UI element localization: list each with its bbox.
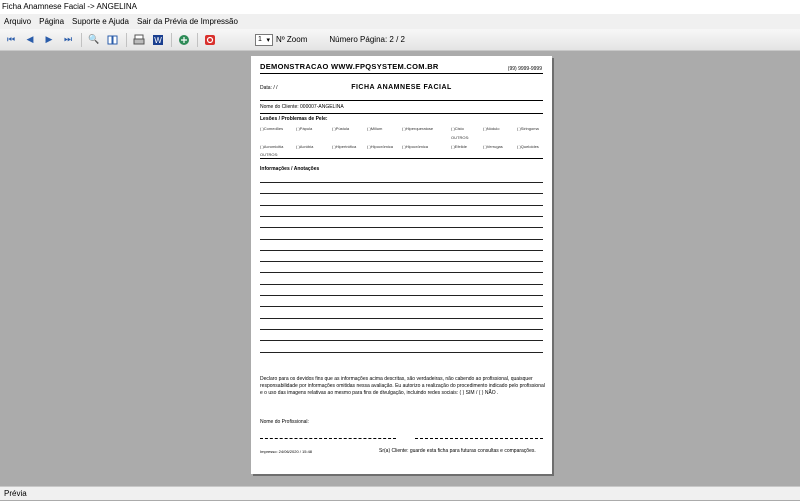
option-item: ( )Hiperqueratose <box>402 126 434 131</box>
footer-note: Sr(a) Cliente: guarde esta ficha para futuras consultas e comparações. <box>379 448 536 454</box>
menu-suporte[interactable]: Suporte e Ajuda <box>72 17 129 26</box>
toolbar-separator <box>197 33 198 47</box>
option-item: ( )Verrugas <box>483 144 503 149</box>
option-item: ( )Siringoma <box>517 126 539 131</box>
page-number-label: Número Página: 2 / 2 <box>329 35 405 44</box>
note-line <box>260 295 543 296</box>
divider <box>260 113 543 114</box>
option-item: ( )Pápula <box>296 126 313 131</box>
book-icon[interactable] <box>106 33 120 47</box>
note-line <box>260 306 543 307</box>
menu-sair-previa[interactable]: Sair da Prévia de Impressão <box>136 17 238 26</box>
divider <box>260 158 543 159</box>
report-page <box>251 56 552 474</box>
info-title: Informações / Anotações <box>260 166 320 172</box>
next-page-icon[interactable]: ▶ <box>45 34 53 44</box>
note-line <box>260 272 543 273</box>
option-item: ( )Hipocrômica <box>367 144 394 149</box>
status-bar: Prévia <box>0 486 800 500</box>
note-line <box>260 182 543 183</box>
date-field: Data: / / <box>260 85 278 91</box>
svg-text:W: W <box>154 35 162 45</box>
menu-bar <box>0 14 800 29</box>
lesoes-title: Lesões / Problemas de Pele: <box>260 116 328 122</box>
close-icon[interactable] <box>203 33 217 47</box>
toolbar-separator <box>171 33 172 47</box>
declaration-text: Declaro para os devidos fins que as informações acima descritas, são verdadeiras, não cabendo ao profissional, quaisquer responsabilidade por informações omitidas nessa avaliação. Eu autorizo a realização do procedimento indicado pelo profissional e o uso das imagens relativas ao mesmo para fins de divulgação, incluindo redes sociais: ( ) SIM / ( ) NÃO . <box>260 376 545 396</box>
print-timestamp: Impresso: 24/06/2020 / 15:48 <box>260 449 313 454</box>
signature-line-client <box>415 438 543 439</box>
option-item: ( )Efelide <box>451 144 468 149</box>
option-item: ( )Cisto <box>451 126 464 131</box>
note-line <box>260 227 543 228</box>
page-select[interactable] <box>255 34 273 46</box>
option-item: ( )Acromicitia <box>260 144 284 149</box>
option-item: ( )Hipocrômica <box>402 144 429 149</box>
zoom-icon[interactable]: 🔍 <box>88 34 100 44</box>
export-icon[interactable] <box>177 33 191 47</box>
note-line <box>260 329 543 330</box>
note-line <box>260 250 543 251</box>
note-line <box>260 205 543 206</box>
professional-label: Nome do Profissional: <box>260 419 309 425</box>
company-phone: (99) 9999-9999 <box>507 66 542 72</box>
zoom-label: Nº Zoom <box>276 35 308 44</box>
option-item: ( )Acróbia <box>296 144 314 149</box>
note-line <box>260 216 543 217</box>
note-line <box>260 193 543 194</box>
option-item: ( )Pústula <box>332 126 350 131</box>
note-line <box>260 284 543 285</box>
outros-label: OUTROS: <box>451 135 470 140</box>
form-title: FICHA ANAMNESE FACIAL <box>351 84 452 91</box>
print-icon[interactable] <box>132 33 146 47</box>
note-line <box>260 318 543 319</box>
company-header: DEMONSTRACAO WWW.FPQSYSTEM.COM.BR <box>260 62 439 71</box>
page-select-value: 1 <box>258 36 262 43</box>
menu-pagina[interactable]: Página <box>39 17 65 26</box>
option-item: ( )Milium <box>367 126 383 131</box>
note-line <box>260 340 543 341</box>
window-title: Ficha Anamnese Facial -> ANGELINA <box>0 0 800 14</box>
option-item: ( )Comedões <box>260 126 284 131</box>
prev-page-icon[interactable]: ◀ <box>26 34 34 44</box>
chevron-down-icon: ▾ <box>266 36 270 44</box>
option-item: ( )Queloides <box>517 144 539 149</box>
note-line <box>260 239 543 240</box>
outros-label: OUTROS: <box>260 152 279 157</box>
option-item: ( )Nódulo <box>483 126 500 131</box>
client-name: Nome do Cliente: 000007-ANGELINA <box>260 104 344 110</box>
last-page-icon[interactable]: ⏭ <box>63 34 73 44</box>
toolbar-separator <box>81 33 82 47</box>
menu-arquivo[interactable]: Arquivo <box>4 17 32 26</box>
divider <box>260 73 543 74</box>
first-page-icon[interactable]: ⏮ <box>6 34 16 44</box>
divider <box>260 100 543 101</box>
signature-line-professional <box>260 438 396 439</box>
note-line <box>260 261 543 262</box>
toolbar <box>0 29 800 51</box>
printer-setup-icon[interactable] <box>151 33 165 47</box>
option-item: ( )Hipertrófica <box>332 144 357 149</box>
toolbar-separator <box>126 33 127 47</box>
note-line <box>260 352 543 353</box>
